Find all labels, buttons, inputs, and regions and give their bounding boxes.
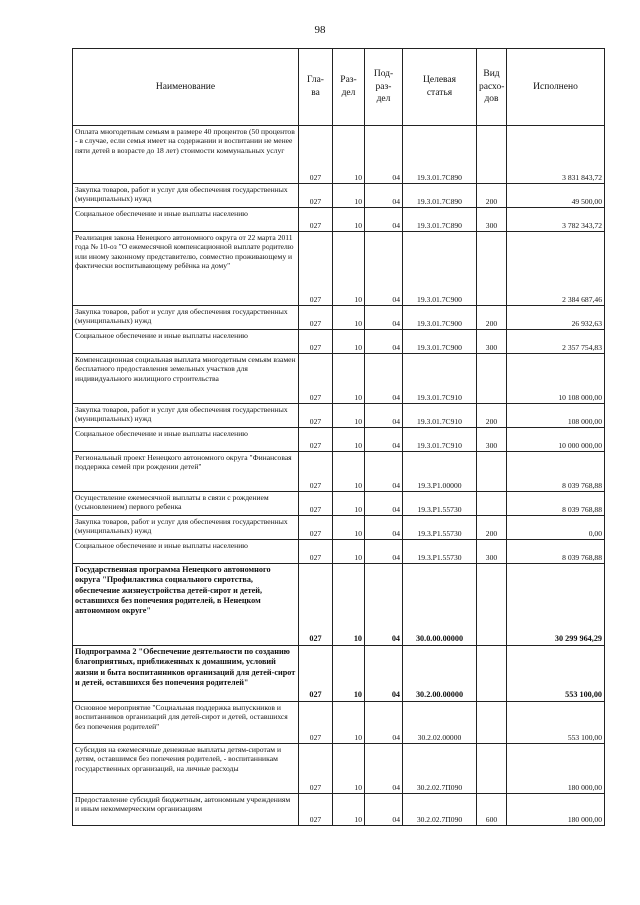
row-subsection: 04 xyxy=(365,404,403,428)
row-expense-type xyxy=(477,126,507,184)
row-section: 10 xyxy=(333,744,365,794)
row-expense-type: 300 xyxy=(477,330,507,354)
table-row xyxy=(73,330,605,354)
row-name: Закупка товаров, работ и услуг для обеспечения государственных (муниципальных) нужд xyxy=(73,306,299,330)
row-target: 19.3.Р1.55730 xyxy=(403,540,477,564)
row-executed: 30 299 964,29 xyxy=(507,564,605,646)
row-executed: 49 500,00 xyxy=(507,184,605,208)
row-chapter: 027 xyxy=(299,540,333,564)
row-target: 19.3.Р1.55730 xyxy=(403,516,477,540)
table-row xyxy=(73,744,605,794)
table-row xyxy=(73,208,605,232)
table-row xyxy=(73,354,605,404)
table-row xyxy=(73,184,605,208)
row-executed: 2 357 754,83 xyxy=(507,330,605,354)
row-expense-type xyxy=(477,492,507,516)
table-row xyxy=(73,492,605,516)
table-body xyxy=(73,126,605,826)
row-subsection: 04 xyxy=(365,428,403,452)
row-expense-type: 300 xyxy=(477,428,507,452)
row-subsection: 04 xyxy=(365,354,403,404)
row-executed: 26 932,63 xyxy=(507,306,605,330)
row-name: Оплата многодетным семьям в размере 40 процентов (50 процентов - в случае, если семья имеет на содержании и воспитании не менее пяти детей в возрасте до 18 лет) стоимости коммунальных услуг xyxy=(73,126,299,184)
row-section: 10 xyxy=(333,208,365,232)
row-chapter: 027 xyxy=(299,404,333,428)
row-target: 19.3.01.7С890 xyxy=(403,126,477,184)
row-expense-type: 300 xyxy=(477,540,507,564)
row-expense-type: 200 xyxy=(477,516,507,540)
row-name: Основное мероприятие "Социальная поддержка выпускников и воспитанников организаций для детей-сирот и детей, оставшихся без попечения родителей" xyxy=(73,702,299,744)
row-chapter: 027 xyxy=(299,126,333,184)
row-chapter: 027 xyxy=(299,428,333,452)
row-target: 19.3.01.7С900 xyxy=(403,232,477,306)
row-section: 10 xyxy=(333,702,365,744)
row-section: 10 xyxy=(333,428,365,452)
row-chapter: 027 xyxy=(299,564,333,646)
row-subsection: 04 xyxy=(365,646,403,702)
row-section: 10 xyxy=(333,516,365,540)
row-chapter: 027 xyxy=(299,184,333,208)
row-section: 10 xyxy=(333,330,365,354)
row-section: 10 xyxy=(333,646,365,702)
row-executed: 2 384 687,46 xyxy=(507,232,605,306)
row-subsection: 04 xyxy=(365,564,403,646)
table-row xyxy=(73,126,605,184)
row-executed: 8 039 768,88 xyxy=(507,452,605,492)
row-name: Закупка товаров, работ и услуг для обеспечения государственных (муниципальных) нужд xyxy=(73,184,299,208)
row-target: 30.0.00.00000 xyxy=(403,564,477,646)
row-chapter: 027 xyxy=(299,452,333,492)
row-name: Предоставление субсидий бюджетным, автономным учреждениям и иным некоммерческим организациям xyxy=(73,794,299,826)
row-target: 19.3.Р1.00000 xyxy=(403,452,477,492)
row-executed: 553 100,00 xyxy=(507,646,605,702)
row-chapter: 027 xyxy=(299,702,333,744)
row-executed: 8 039 768,88 xyxy=(507,540,605,564)
row-name: Компенсационная социальная выплата многодетным семьям взамен бесплатного предоставления земельных участков для индивидуального жилищного строительства xyxy=(73,354,299,404)
row-subsection: 04 xyxy=(365,516,403,540)
row-chapter: 027 xyxy=(299,330,333,354)
header-name: Наименование xyxy=(73,49,299,126)
row-section: 10 xyxy=(333,306,365,330)
table-row xyxy=(73,404,605,428)
row-chapter: 027 xyxy=(299,492,333,516)
row-executed: 10 000 000,00 xyxy=(507,428,605,452)
row-subsection: 04 xyxy=(365,232,403,306)
row-name: Реализация закона Ненецкого автономного округа от 22 марта 2011 года № 10-оз "О ежемесячной компенсационной выплате родителю или иному законному представителю, совместно проживающему и фактически воспитывающему ребёнка на дому" xyxy=(73,232,299,306)
row-subsection: 04 xyxy=(365,492,403,516)
row-subsection: 04 xyxy=(365,208,403,232)
table-row xyxy=(73,516,605,540)
table-row xyxy=(73,452,605,492)
row-executed: 0,00 xyxy=(507,516,605,540)
row-expense-type xyxy=(477,744,507,794)
row-target: 19.3.01.7С910 xyxy=(403,428,477,452)
row-section: 10 xyxy=(333,794,365,826)
row-target: 30.2.02.00000 xyxy=(403,702,477,744)
row-name: Подпрограмма 2 "Обеспечение деятельности по созданию благоприятных, приближенных к домашним, условий жизни и быта воспитанников организаций для детей-сирот и детей, оставшихся без попечения родителей" xyxy=(73,646,299,702)
table-row xyxy=(73,564,605,646)
row-target: 19.3.01.7С910 xyxy=(403,404,477,428)
row-name: Социальное обеспечение и иные выплаты населению xyxy=(73,208,299,232)
row-expense-type: 600 xyxy=(477,794,507,826)
row-section: 10 xyxy=(333,354,365,404)
header-expense-type: Вид расхо- дов xyxy=(477,49,507,126)
row-name: Осуществление ежемесячной выплаты в связи с рождением (усыновлением) первого ребенка xyxy=(73,492,299,516)
table-row xyxy=(73,702,605,744)
header-executed: Исполнено xyxy=(507,49,605,126)
row-target: 19.3.Р1.55730 xyxy=(403,492,477,516)
row-section: 10 xyxy=(333,232,365,306)
table-row xyxy=(73,646,605,702)
row-name: Социальное обеспечение и иные выплаты населению xyxy=(73,330,299,354)
page-number: 98 xyxy=(314,24,326,36)
row-section: 10 xyxy=(333,540,365,564)
row-chapter: 027 xyxy=(299,646,333,702)
row-chapter: 027 xyxy=(299,516,333,540)
header-chapter: Гла- ва xyxy=(299,49,333,126)
row-executed: 108 000,00 xyxy=(507,404,605,428)
row-target: 19.3.01.7С900 xyxy=(403,330,477,354)
row-expense-type: 200 xyxy=(477,184,507,208)
row-name: Региональный проект Ненецкого автономного округа "Финансовая поддержка семей при рождении детей" xyxy=(73,452,299,492)
row-section: 10 xyxy=(333,564,365,646)
row-name: Социальное обеспечение и иные выплаты населению xyxy=(73,428,299,452)
row-expense-type xyxy=(477,452,507,492)
header-target: Целевая статья xyxy=(403,49,477,126)
row-subsection: 04 xyxy=(365,452,403,492)
row-expense-type xyxy=(477,564,507,646)
row-target: 19.3.01.7С890 xyxy=(403,184,477,208)
row-subsection: 04 xyxy=(365,184,403,208)
row-name: Закупка товаров, работ и услуг для обеспечения государственных (муниципальных) нужд xyxy=(73,404,299,428)
row-subsection: 04 xyxy=(365,702,403,744)
row-expense-type xyxy=(477,354,507,404)
row-target: 19.3.01.7С900 xyxy=(403,306,477,330)
row-target: 30.2.00.00000 xyxy=(403,646,477,702)
row-target: 19.3.01.7С890 xyxy=(403,208,477,232)
row-executed: 180 000,00 xyxy=(507,794,605,826)
row-chapter: 027 xyxy=(299,208,333,232)
table-row xyxy=(73,428,605,452)
row-expense-type: 200 xyxy=(477,306,507,330)
row-expense-type: 300 xyxy=(477,208,507,232)
row-name: Социальное обеспечение и иные выплаты населению xyxy=(73,540,299,564)
row-executed: 10 108 000,00 xyxy=(507,354,605,404)
row-expense-type xyxy=(477,702,507,744)
row-executed: 3 782 343,72 xyxy=(507,208,605,232)
row-expense-type xyxy=(477,646,507,702)
row-subsection: 04 xyxy=(365,126,403,184)
row-chapter: 027 xyxy=(299,354,333,404)
row-expense-type xyxy=(477,232,507,306)
row-executed: 8 039 768,88 xyxy=(507,492,605,516)
row-chapter: 027 xyxy=(299,744,333,794)
row-subsection: 04 xyxy=(365,306,403,330)
row-executed: 180 000,00 xyxy=(507,744,605,794)
table-row xyxy=(73,306,605,330)
budget-table xyxy=(72,48,605,826)
row-target: 30.2.02.7П090 xyxy=(403,794,477,826)
row-name: Закупка товаров, работ и услуг для обеспечения государственных (муниципальных) нужд xyxy=(73,516,299,540)
header-subsection: Под- раз- дел xyxy=(365,49,403,126)
row-section: 10 xyxy=(333,404,365,428)
row-chapter: 027 xyxy=(299,794,333,826)
row-section: 10 xyxy=(333,184,365,208)
row-expense-type: 200 xyxy=(477,404,507,428)
row-section: 10 xyxy=(333,126,365,184)
table-header-row xyxy=(73,49,605,126)
row-section: 10 xyxy=(333,492,365,516)
row-subsection: 04 xyxy=(365,744,403,794)
table-row xyxy=(73,540,605,564)
row-chapter: 027 xyxy=(299,232,333,306)
table-row xyxy=(73,232,605,306)
row-name: Субсидия на ежемесячные денежные выплаты детям-сиротам и детям, оставшимся без попечения родителей, - воспитанникам государственных организаций, на личные расходы xyxy=(73,744,299,794)
row-name: Государственная программа Ненецкого автономного округа "Профилактика социального сиротства, обеспечение жизнеустройства детей-сирот и детей, оставшихся без попечения родителей, в Ненецком автономном округе" xyxy=(73,564,299,646)
header-section: Раз- дел xyxy=(333,49,365,126)
row-section: 10 xyxy=(333,452,365,492)
row-target: 19.3.01.7С910 xyxy=(403,354,477,404)
row-subsection: 04 xyxy=(365,330,403,354)
row-executed: 553 100,00 xyxy=(507,702,605,744)
row-subsection: 04 xyxy=(365,794,403,826)
row-chapter: 027 xyxy=(299,306,333,330)
row-executed: 3 831 843,72 xyxy=(507,126,605,184)
row-subsection: 04 xyxy=(365,540,403,564)
row-target: 30.2.02.7П090 xyxy=(403,744,477,794)
table-row xyxy=(73,794,605,826)
